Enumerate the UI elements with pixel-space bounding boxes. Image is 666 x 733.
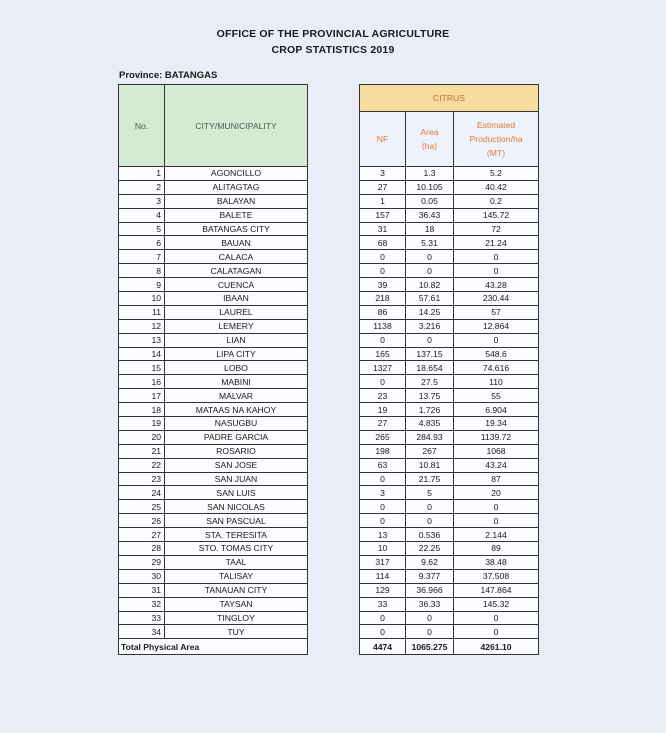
row-number: 16 [119,375,165,389]
city-name: SAN NICOLAS [165,500,308,514]
row-number: 31 [119,583,165,597]
production-value: 110 [454,375,539,389]
header-production [454,112,539,167]
city-name: SAN JUAN [165,472,308,486]
nf-value: 3 [360,486,406,500]
production-value: 89 [454,542,539,556]
production-value: 0 [454,514,539,528]
table-row [119,403,541,417]
production-value: 40.42 [454,180,539,194]
city-name: STO. TOMAS CITY [165,542,308,556]
nf-value: 165 [360,347,406,361]
nf-value: 39 [360,278,406,292]
table-row [119,389,541,403]
city-name: TAYSAN [165,597,308,611]
city-name: BALETE [165,208,308,222]
city-name: MATAAS NA KAHOY [165,403,308,417]
total-production: 4261.10 [454,639,539,655]
city-name: SAN JOSE [165,458,308,472]
header-nf: NF [360,112,406,167]
production-value: 145.32 [454,597,539,611]
production-value: 147.864 [454,583,539,597]
row-number: 8 [119,264,165,278]
table-row [119,347,541,361]
table-row [119,597,541,611]
row-number: 20 [119,430,165,444]
nf-value: 13 [360,528,406,542]
row-number: 13 [119,333,165,347]
table-row [119,500,541,514]
production-value: 145.72 [454,208,539,222]
header-production-line3: (MT) [486,148,506,158]
city-name: BATANGAS CITY [165,222,308,236]
table-row [119,236,541,250]
production-value: 0.2 [454,194,539,208]
header-production-line2: Production/ha [469,134,523,144]
table-row [119,375,541,389]
table-row [119,514,541,528]
city-name: TUY [165,625,308,639]
header-area-line1: Area [420,127,439,137]
production-value: 2.144 [454,528,539,542]
row-number: 15 [119,361,165,375]
row-number: 10 [119,292,165,306]
production-value: 0 [454,264,539,278]
row-number: 28 [119,542,165,556]
area-value: 3.216 [406,319,454,333]
city-name: CALACA [165,250,308,264]
table-row [119,569,541,583]
area-value: 0 [406,264,454,278]
nf-value: 1 [360,194,406,208]
area-value: 14.25 [406,305,454,319]
production-value: 20 [454,486,539,500]
nf-value: 0 [360,625,406,639]
row-number: 14 [119,347,165,361]
row-number: 25 [119,500,165,514]
nf-value: 10 [360,542,406,556]
table-row [119,208,541,222]
total-nf: 4474 [360,639,406,655]
area-value: 9.377 [406,569,454,583]
table-row [119,167,541,181]
table-row [119,194,541,208]
row-number: 4 [119,208,165,222]
nf-value: 218 [360,292,406,306]
table-row [119,430,541,444]
production-value: 0 [454,625,539,639]
area-value: 137.15 [406,347,454,361]
production-value: 230.44 [454,292,539,306]
city-name: ALITAGTAG [165,180,308,194]
city-name: CUENCA [165,278,308,292]
table-row [119,542,541,556]
table-row [119,583,541,597]
header-area [406,112,454,167]
city-name: SAN LUIS [165,486,308,500]
nf-value: 23 [360,389,406,403]
row-number: 32 [119,597,165,611]
city-name: LIAN [165,333,308,347]
row-number: 3 [119,194,165,208]
table-row [119,361,541,375]
production-value: 1139.72 [454,430,539,444]
area-value: 0 [406,625,454,639]
nf-value: 0 [360,375,406,389]
production-value: 38.48 [454,555,539,569]
city-name: MABINI [165,375,308,389]
area-value: 36.966 [406,583,454,597]
row-number: 29 [119,555,165,569]
area-value: 0 [406,514,454,528]
table-row [119,611,541,625]
header-no: No. [119,85,165,167]
nf-value: 19 [360,403,406,417]
area-value: 36.43 [406,208,454,222]
row-number: 30 [119,569,165,583]
area-value: 21.75 [406,472,454,486]
city-name: LOBO [165,361,308,375]
nf-value: 0 [360,611,406,625]
city-name: BALAYAN [165,194,308,208]
header-production-line1: Estimated [476,120,516,130]
table-row [119,555,541,569]
row-number: 26 [119,514,165,528]
production-value: 12.864 [454,319,539,333]
production-value: 5.2 [454,167,539,181]
city-name: AGONCILLO [165,167,308,181]
city-name: NASUGBU [165,417,308,431]
row-number: 11 [119,305,165,319]
row-number: 33 [119,611,165,625]
area-value: 22.25 [406,542,454,556]
area-value: 10.105 [406,180,454,194]
city-name: STA. TERESITA [165,528,308,542]
city-name: TALISAY [165,569,308,583]
row-number: 27 [119,528,165,542]
area-value: 10.82 [406,278,454,292]
area-value: 9.62 [406,555,454,569]
nf-value: 33 [360,597,406,611]
area-value: 1.3 [406,167,454,181]
area-value: 0 [406,250,454,264]
nf-value: 3 [360,167,406,181]
row-number: 2 [119,180,165,194]
area-value: 4.835 [406,417,454,431]
row-number: 6 [119,236,165,250]
area-value: 5.31 [406,236,454,250]
area-value: 57.61 [406,292,454,306]
nf-value: 129 [360,583,406,597]
area-value: 27.5 [406,375,454,389]
production-value: 43.28 [454,278,539,292]
header-citrus: CITRUS [360,85,539,112]
area-value: 18.654 [406,361,454,375]
city-name: IBAAN [165,292,308,306]
table-row [119,472,541,486]
row-number: 12 [119,319,165,333]
area-value: 18 [406,222,454,236]
area-value: 0.536 [406,528,454,542]
table-row [119,486,541,500]
row-number: 18 [119,403,165,417]
production-value: 0 [454,250,539,264]
nf-value: 31 [360,222,406,236]
area-value: 0.05 [406,194,454,208]
row-number: 7 [119,250,165,264]
table-row [119,250,541,264]
production-value: 0 [454,500,539,514]
total-area: 1065.275 [406,639,454,655]
city-name: CALATAGAN [165,264,308,278]
city-name: BAUAN [165,236,308,250]
production-value: 21.24 [454,236,539,250]
area-value: 1.726 [406,403,454,417]
nf-value: 0 [360,472,406,486]
city-name: ROSARIO [165,444,308,458]
nf-value: 27 [360,180,406,194]
city-name: MALVAR [165,389,308,403]
header-area-line2: (ha) [421,141,438,151]
nf-value: 265 [360,430,406,444]
nf-value: 317 [360,555,406,569]
row-number: 1 [119,167,165,181]
province-label: Province: BATANGAS [119,70,218,81]
area-value: 0 [406,333,454,347]
production-value: 37.508 [454,569,539,583]
table-row [119,333,541,347]
nf-value: 0 [360,500,406,514]
city-name: LIPA CITY [165,347,308,361]
table-row [119,264,541,278]
nf-value: 1327 [360,361,406,375]
area-value: 0 [406,500,454,514]
area-value: 10.81 [406,458,454,472]
production-value: 72 [454,222,539,236]
nf-value: 0 [360,250,406,264]
table-row [119,305,541,319]
row-number: 5 [119,222,165,236]
city-name: TANAUAN CITY [165,583,308,597]
production-value: 0 [454,333,539,347]
table-row [119,180,541,194]
production-value: 548.6 [454,347,539,361]
table-row [119,444,541,458]
nf-value: 0 [360,514,406,528]
nf-value: 27 [360,417,406,431]
row-number: 24 [119,486,165,500]
production-value: 19.34 [454,417,539,431]
table-row [119,417,541,431]
production-value: 55 [454,389,539,403]
city-name: TINGLOY [165,611,308,625]
area-value: 0 [406,611,454,625]
table-row [119,319,541,333]
production-value: 1068 [454,444,539,458]
city-name: LAUREL [165,305,308,319]
nf-value: 68 [360,236,406,250]
city-name: SAN PASCUAL [165,514,308,528]
production-value: 87 [454,472,539,486]
nf-value: 0 [360,333,406,347]
table-row [119,222,541,236]
nf-value: 114 [360,569,406,583]
area-value: 36.33 [406,597,454,611]
production-value: 0 [454,611,539,625]
row-number: 19 [119,417,165,431]
row-number: 21 [119,444,165,458]
row-number: 23 [119,472,165,486]
city-name: TAAL [165,555,308,569]
table-row [119,278,541,292]
row-number: 22 [119,458,165,472]
area-value: 13.75 [406,389,454,403]
row-number: 9 [119,278,165,292]
nf-value: 0 [360,264,406,278]
area-value: 267 [406,444,454,458]
nf-value: 157 [360,208,406,222]
total-label: Total Physical Area [119,639,308,655]
table-row [119,625,541,639]
row-number: 34 [119,625,165,639]
office-title: OFFICE OF THE PROVINCIAL AGRICULTURE [216,28,450,40]
crop-statistics-table [118,84,541,655]
nf-value: 1138 [360,319,406,333]
report-title: CROP STATISTICS 2019 [271,44,395,56]
table-row [119,458,541,472]
header-city: CITY/MUNICIPALITY [165,85,308,167]
area-value: 5 [406,486,454,500]
total-row [119,639,541,655]
nf-value: 63 [360,458,406,472]
table-row [119,528,541,542]
nf-value: 86 [360,305,406,319]
row-number: 17 [119,389,165,403]
nf-value: 198 [360,444,406,458]
production-value: 57 [454,305,539,319]
production-value: 6.904 [454,403,539,417]
table-row [119,292,541,306]
city-name: LEMERY [165,319,308,333]
production-value: 43.24 [454,458,539,472]
city-name: PADRE GARCIA [165,430,308,444]
production-value: 74.616 [454,361,539,375]
area-value: 284.93 [406,430,454,444]
